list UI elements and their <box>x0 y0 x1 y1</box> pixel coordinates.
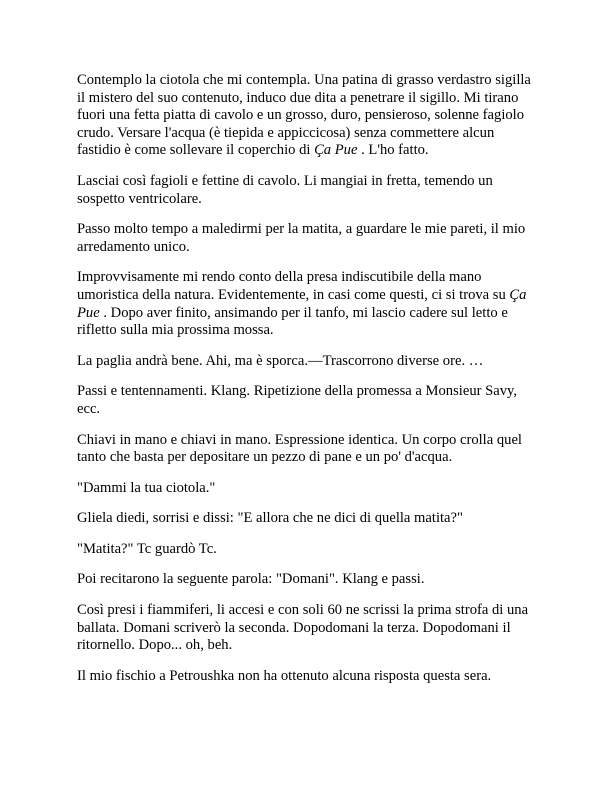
paragraph-10: "Matita?" Tc guardò Tc. <box>77 540 217 557</box>
paragraph-8: "Dammi la tua ciotola." <box>77 479 216 496</box>
paragraph-2: Lasciai così fagioli e fettine di cavolo. Li mangiai in fretta, temendo un sospetto ventricolare. <box>77 172 493 207</box>
paragraph-13: Il mio fischio a Petroushka non ha ottenuto alcuna risposta questa sera. <box>77 667 492 684</box>
book-title: Ça Pue <box>314 142 358 159</box>
paragraph-6: Passi e tentennamenti. Klang. Ripetizione della promessa a Monsieur Savy, ecc. <box>77 383 518 417</box>
paragraph-11: Poi recitarono la seguente parola: "Domani". Klang e passi. <box>77 571 425 588</box>
paragraph-9: Gliela diedi, sorrisi e dissi: "E allora che ne dici di quella matita?" <box>77 510 463 527</box>
paragraph-5: La paglia andrà bene. Ahi, ma è sporca.—Trascorrono diverse ore. … <box>77 352 484 369</box>
paragraph-12: Così presi i fiammiferi, li accesi e con soli 60 ne scrissi la prima strofa di una ballata. Domani scriverò la seconda. Dopodomani la terza. Dopodomani il ritornello. Dopo... oh, beh. <box>77 602 529 654</box>
document-page <box>77 72 539 685</box>
paragraph-text: Improvvisamente mi rendo conto della presa indiscutibile della mano umoristica della natura. Evidentemente, in casi come questi, ci si trova su <box>77 269 510 303</box>
paragraph-4 <box>77 269 539 339</box>
paragraph-text: Contemplo la ciotola che mi contempla. Una patina di grasso verdastro sigilla il mistero del suo contenuto, induco due dita a penetrare il sigillo. Mi tirano fuori una fetta piatta di cavolo e un grosso, duro, pensieroso, solenne fagiolo crudo. Versare l'acqua (è tiepida e appiccicosa) senza commettere alcun fastidio è come sollevare il coperchio di <box>77 72 531 159</box>
paragraph-3: Passo molto tempo a maledirmi per la matita, a guardare le mie pareti, il mio arredamento unico. <box>77 221 526 255</box>
paragraph-7: Chiavi in mano e chiavi in mano. Espressione identica. Un corpo crolla quel tanto che basta per depositare un pezzo di pane e un po' d'acqua. <box>77 431 522 466</box>
paragraph-text: . L'ho fatto. <box>357 142 429 159</box>
paragraph-1 <box>77 72 539 160</box>
book-title: Ça Pue <box>77 286 527 321</box>
paragraph-text: . Dopo aver finito, ansimando per il tanfo, mi lascio cadere sul letto e rifletto sulla mia prossima mossa. <box>77 304 508 339</box>
